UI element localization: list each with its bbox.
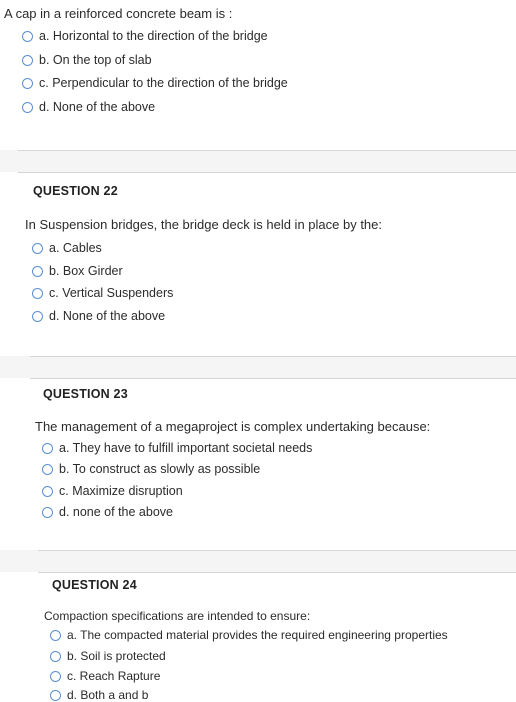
question-21-text: A cap in a reinforced concrete beam is : bbox=[4, 6, 233, 21]
option-label: d. Both a and b bbox=[67, 688, 149, 702]
radio-button-icon[interactable] bbox=[42, 507, 53, 518]
radio-button-icon[interactable] bbox=[50, 651, 61, 662]
option-label: a. They have to fulfill important societal needs bbox=[59, 441, 313, 455]
question-24-option-b[interactable] bbox=[50, 649, 166, 663]
option-label: b. To construct as slowly as possible bbox=[59, 462, 261, 476]
question-23-option-c[interactable] bbox=[42, 484, 183, 498]
radio-button-icon[interactable] bbox=[22, 78, 33, 89]
question-21-option-a[interactable] bbox=[22, 29, 268, 43]
radio-button-icon[interactable] bbox=[22, 102, 33, 113]
divider bbox=[38, 550, 516, 551]
question-23-option-b[interactable] bbox=[42, 462, 260, 476]
question-24-option-a[interactable] bbox=[50, 628, 448, 642]
question-21-option-c[interactable] bbox=[22, 76, 288, 90]
option-label: d. none of the above bbox=[59, 505, 173, 519]
question-24-option-c[interactable] bbox=[50, 669, 160, 683]
option-label: c. Reach Rapture bbox=[67, 669, 161, 683]
question-24-header: QUESTION 24 bbox=[52, 578, 137, 592]
radio-button-icon[interactable] bbox=[22, 55, 33, 66]
question-22-option-a[interactable] bbox=[32, 241, 102, 255]
divider bbox=[18, 172, 516, 173]
question-22-text: In Suspension bridges, the bridge deck is held in place by the: bbox=[25, 217, 383, 232]
radio-button-icon[interactable] bbox=[42, 443, 53, 454]
radio-button-icon[interactable] bbox=[32, 266, 43, 277]
option-label: b. Box Girder bbox=[49, 264, 123, 278]
option-label: d. None of the above bbox=[49, 309, 166, 323]
radio-button-icon[interactable] bbox=[22, 31, 33, 42]
radio-button-icon[interactable] bbox=[50, 671, 61, 682]
divider bbox=[18, 150, 516, 151]
question-23-header: QUESTION 23 bbox=[43, 387, 128, 401]
question-23-option-a[interactable] bbox=[42, 441, 312, 455]
question-21-option-b[interactable] bbox=[22, 53, 152, 67]
divider bbox=[30, 356, 516, 357]
radio-button-icon[interactable] bbox=[50, 630, 61, 641]
radio-button-icon[interactable] bbox=[50, 690, 61, 701]
question-separator bbox=[0, 356, 516, 378]
question-23-option-d[interactable] bbox=[42, 505, 173, 519]
option-label: a. Cables bbox=[49, 241, 102, 255]
option-label: a. The compacted material provides the required engineering properties bbox=[67, 628, 448, 642]
option-label: b. On the top of slab bbox=[39, 53, 152, 67]
option-label: c. Vertical Suspenders bbox=[49, 286, 174, 300]
option-label: b. Soil is protected bbox=[67, 649, 166, 663]
radio-button-icon[interactable] bbox=[42, 486, 53, 497]
option-label: c. Perpendicular to the direction of the bridge bbox=[39, 76, 288, 90]
radio-button-icon[interactable] bbox=[32, 288, 43, 299]
radio-button-icon[interactable] bbox=[32, 243, 43, 254]
option-label: a. Horizontal to the direction of the bridge bbox=[39, 29, 268, 43]
question-21-option-d[interactable] bbox=[22, 100, 155, 114]
question-separator bbox=[0, 550, 516, 572]
question-22-option-d[interactable] bbox=[32, 309, 165, 323]
radio-button-icon[interactable] bbox=[42, 464, 53, 475]
question-22-header: QUESTION 22 bbox=[33, 184, 118, 198]
question-22-option-b[interactable] bbox=[32, 264, 123, 278]
option-label: c. Maximize disruption bbox=[59, 484, 183, 498]
divider bbox=[38, 572, 516, 573]
divider bbox=[30, 378, 516, 379]
radio-button-icon[interactable] bbox=[32, 311, 43, 322]
option-label: d. None of the above bbox=[39, 100, 156, 114]
question-23-text: The management of a megaproject is complex undertaking because: bbox=[35, 419, 431, 434]
question-separator bbox=[0, 150, 516, 172]
question-22-option-c[interactable] bbox=[32, 286, 173, 300]
question-24-text: Compaction specifications are intended to ensure: bbox=[44, 609, 311, 623]
